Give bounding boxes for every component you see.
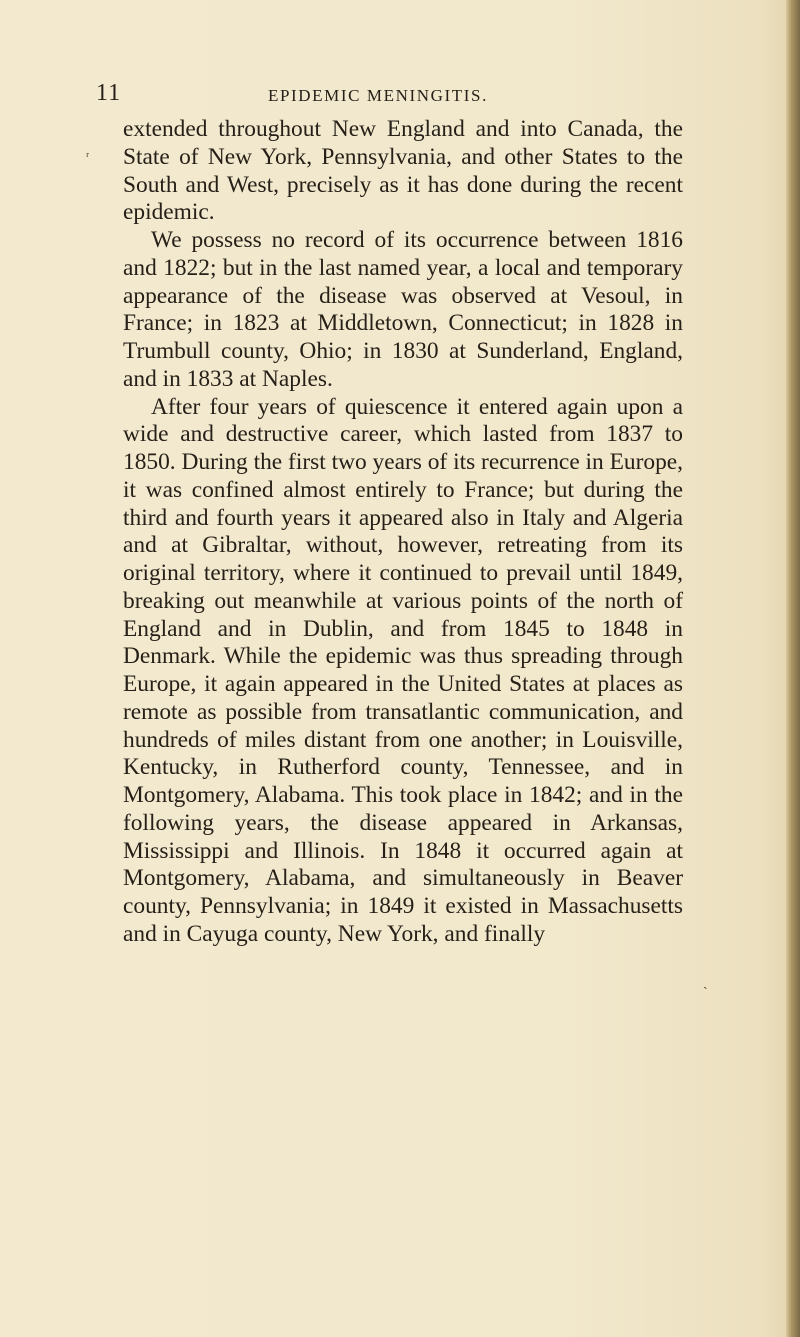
margin-mark: ˎ <box>703 975 708 990</box>
running-title: EPIDEMIC MENINGITIS. <box>268 86 488 105</box>
body-text <box>123 116 683 949</box>
margin-mark: ʳ <box>86 150 90 165</box>
paragraph-1: extended throughout New England and into Canada, the State of New York, Pennsylvania, and other States to the South and West, precisely as it has done during the recent epidemic. <box>123 116 683 226</box>
paragraph-2: We possess no record of its occurrence between 1816 and 1822; but in the last named year, a local and temporary appearance of the disease was observed at Vesoul, in France; in 1823 at Middletown, Connecticut; in 1828 in Trumbull county, Ohio; in 1830 at Sunderland, England, and in 1833 at Naples. <box>123 227 683 392</box>
page-header <box>0 80 800 110</box>
page-edge-shadow <box>786 0 800 1337</box>
paragraph-3: After four years of quiescence it entered again upon a wide and destructive career, which lasted from 1837 to 1850. During the first two years of its recurrence in Europe, it was confined almost entirely to France; but during the third and fourth years it appeared also in Italy and Algeria and at Gibraltar, without, however, retreating from its original territory, where it continued to prevail until 1849, breaking out meanwhile at various points of the north of England and in Dublin, and from 1845 to 1848 in Denmark. While the epidemic was thus spreading through Europe, it again appeared in the United States at places as remote as possible from transatlantic communication, and hundreds of miles distant from one another; in Louisville, Kentucky, in Rutherford county, Tennessee, and in Montgomery, Alabama. This took place in 1842; and in the following years, the disease appeared in Arkansas, Mississippi and Illinois. In 1848 it occurred again at Montgomery, Alabama, and simultaneously in Beaver county, Pennsylvania; in 1849 it existed in Massachusetts and in Cayuga county, New York, and finally <box>123 393 683 947</box>
page-number: 11 <box>96 80 122 106</box>
